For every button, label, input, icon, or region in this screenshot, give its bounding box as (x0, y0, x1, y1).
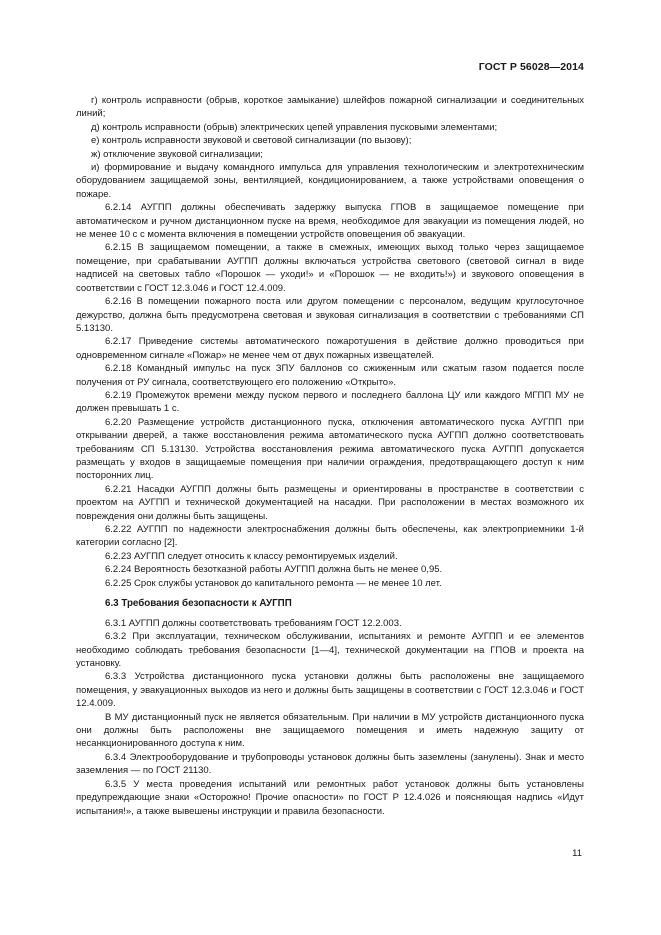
paragraph: 6.3.1 АУГПП должны соответствовать требованиям ГОСТ 12.2.003. (105, 617, 402, 629)
paragraph: 6.2.21 Насадки АУГПП должны быть размещены и ориентированы в пространстве в соответствии с проектом на АУГПП и технической документацией на насадки. При расположении в местах возможного их повреждения они должны быть защищены. (76, 483, 584, 522)
paragraph: 6.3.5 У места проведения испытаний или ремонтных работ установок должны быть установлены предупреждающие знаки «Осторожно! Прочие опасности» по ГОСТ Р 12.4.026 и поясняющая надпись «Идут испытания!», а также вывешены инструкции и правила безопасности. (76, 778, 584, 817)
paragraph: е) контроль исправности звуковой и световой сигнализации (по вызову); (91, 135, 412, 147)
document-code-header: ГОСТ Р 56028—2014 (478, 61, 584, 73)
paragraph: 6.2.20 Размещение устройств дистанционного пуска, отключения автоматического пуска АУГПП при открывании дверей, а также восстановления режима автоматического пуска АУГПП должно соответствовать требованиям СП 5.13130. Устройства восстановления режима автоматического пуска АУГПП допускается размещать у входов в защищаемые помещения при наличии ограждения, предотвращающего доступ к ним посторонних лиц. (76, 416, 584, 482)
paragraph: 6.2.25 Срок службы установок до капитального ремонта — не менее 10 лет. (105, 577, 442, 589)
paragraph: 6.2.22 АУГПП по надежности электроснабжения должны быть обеспечены, как электроприемники 1-й категории согласно [2]. (76, 524, 584, 549)
paragraph: 6.2.23 АУГПП следует относить к классу ремонтируемых изделий. (105, 550, 398, 562)
paragraph: 6.2.15 В защищаемом помещении, а также в смежных, имеющих выход только через защищаемое помещение, при срабатывании АУГПП должны включаться устройства светового (световой сигнал в виде надписей на световых табло «Порошок — уходи!» и «Порошок — не входить!») и звукового оповещения в соответствии с ГОСТ 12.3.046 и ГОСТ 12.4.009. (76, 242, 584, 294)
paragraph: 6.2.24 Вероятность безотказной работы АУГПП должна быть не менее 0,95. (105, 564, 443, 576)
paragraph: ж) отключение звуковой сигнализации; (91, 148, 263, 160)
paragraph: и) формирование и выдачу командного импульса для управления технологическим и электротехническим оборудованием защищаемой зоны, вентиляцией, кондиционированием, а также устройствами оповещения о пожаре. (76, 162, 584, 200)
paragraph: 6.3.4 Электрооборудование и трубопроводы установок должны быть заземлены (занулены). Знак и место заземления — по ГОСТ 21130. (76, 751, 584, 777)
spacer (76, 610, 584, 617)
paragraph: 6.2.19 Промежуток времени между пуском первого и последнего баллона ЦУ или каждого МГПП МУ не должен превышать 1 с. (76, 389, 584, 415)
paragraph: 6.2.14 АУГПП должны обеспечивать задержку выпуска ГПОВ в защищаемое помещение при автоматическом и ручном дистанционном пуске на время, необходимое для эвакуации из помещения людей, но не менее 10 с с момента включения в помещении устройств оповещения об эвакуации. (76, 202, 584, 241)
paragraph: 6.2.18 Командный импульс на пуск ЗПУ баллонов со сжиженным или сжатым газом подается после получения от РУ сигнала, соответствующего его положению «Открыто». (76, 363, 584, 388)
paragraph: 6.3.2 При эксплуатации, техническом обслуживании, испытаниях и ремонте АУГПП и ее элементов необходимо соблюдать требования безопасности [1—4], технической документации на ГПОВ и проекта на установку. (76, 631, 584, 670)
document-body (76, 94, 584, 818)
paragraph: В МУ дистанционный пуск не является обязательным. При наличии в МУ устройств дистанционного пуска они должны быть расположены вне защищаемого помещения и иметь надежную защиту от несанкционированного доступа к ним. (76, 711, 584, 750)
paragraph: 6.3.3 Устройства дистанционного пуска установки должны быть расположены вне защищаемого помещения, у эвакуационных выходов из него и должны быть защищены в соответствии с ГОСТ 12.3.046 и ГОСТ 12.4.009. (76, 671, 584, 710)
paragraph: 6.2.16 В помещении пожарного поста или другом помещении с персоналом, ведущим круглосуточное дежурство, должна быть предусмотрена световая и звуковая сигнализация в соответствии с требованиями СП 5.13130. (76, 296, 584, 334)
spacer (76, 590, 584, 597)
paragraph: г) контроль исправности (обрыв, короткое замыкание) шлейфов пожарной сигнализации и соединительных линий; (76, 95, 584, 120)
section-title: 6.3 Требования безопасности к АУГПП (105, 597, 292, 609)
paragraph: 6.2.17 Приведение системы автоматического пожаротушения в действие должно проводиться при одновременном сигнале «Пожар» не менее чем от двух пожарных извещателей. (76, 336, 584, 361)
paragraph: д) контроль исправности (обрыв) электрических цепей управления пусковыми элементами; (91, 121, 498, 133)
page-number: 11 (572, 848, 582, 859)
